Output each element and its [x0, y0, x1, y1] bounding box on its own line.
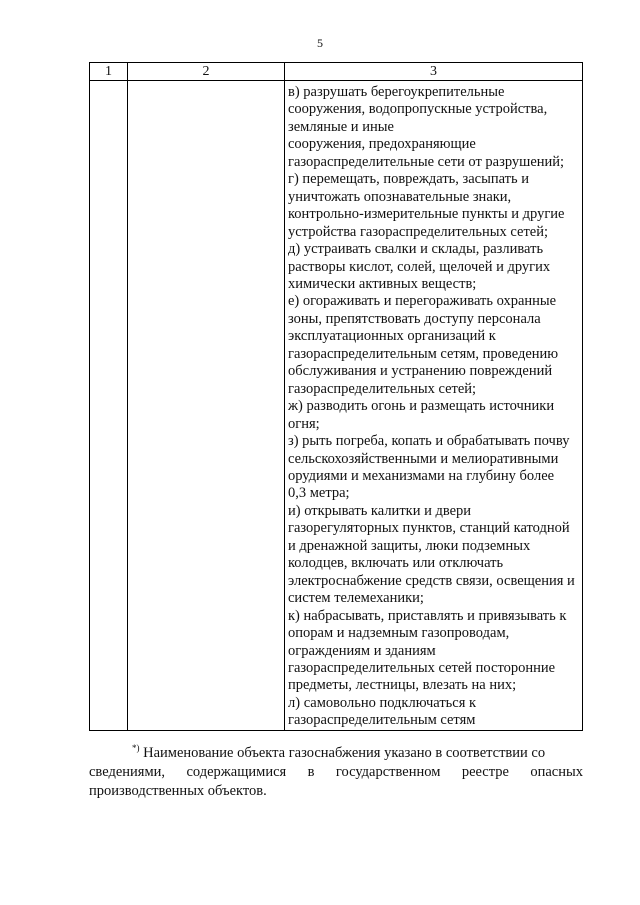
table-cell-2 [128, 81, 285, 731]
cell-text-line: устройства газораспределительных сетей; [288, 223, 549, 240]
cell-text-line: сельскохозяйственными и мелиоративными [288, 450, 559, 467]
cell-text-line: газораспределительные сети от разрушений; [288, 153, 565, 170]
cell-text-line: предметы, лестницы, влезать на них; [288, 677, 517, 694]
cell-text-line: газораспределительных сетей; [288, 380, 477, 397]
cell-text-line: газораспределительным сетям [288, 712, 476, 729]
cell-text-line: л) самовольно подключаться к [288, 694, 477, 711]
cell-text-line: химически активных веществ; [288, 275, 477, 292]
footnote-word: государственном [335, 764, 441, 780]
cell-text-line: в) разрушать берегоукрепительные [288, 84, 505, 100]
footnote-line: производственных объектов. [89, 783, 267, 799]
cell-text-line: д) устраивать свалки и склады, разливать [288, 241, 544, 258]
cell-text-line: систем телемеханики; [288, 590, 424, 607]
column-header-1: 1 [90, 63, 128, 81]
requirements-table [89, 62, 583, 731]
footnote-word: в [307, 764, 315, 780]
cell-text-line: растворы кислот, солей, щелочей и других [288, 258, 551, 275]
cell-text-line: ограждениям и зданиям [288, 642, 436, 659]
cell-text-line: опорам и надземным газопроводам, [288, 625, 510, 642]
cell-text-line: е) огораживать и перегораживать охранные [288, 293, 557, 310]
cell-text-line: огня; [288, 415, 320, 432]
cell-text-line: з) рыть погреба, копать и обрабатывать почву [288, 433, 570, 450]
cell-text-line: зоны, препятствовать доступу персонала [288, 310, 541, 327]
cell-text-line: г) перемещать, повреждать, засыпать и [288, 171, 530, 188]
footnote-word: содержащимися [186, 764, 287, 780]
cell-text-line: газораспределительным сетям, проведению [288, 345, 559, 362]
table-cell-1 [90, 81, 128, 731]
cell-text-line: контрольно-измерительные пункты и другие [288, 206, 565, 223]
cell-text-line: ж) разводить огонь и размещать источники [288, 398, 555, 415]
footnote-word: опасных [530, 764, 583, 780]
footnote-line [89, 763, 583, 782]
page-number: 5 [317, 36, 323, 50]
column-header-3: 3 [285, 63, 583, 81]
cell-text-line: электроснабжение средств связи, освещения и [288, 572, 575, 589]
cell-text-line: орудиями и механизмами на глубину более [288, 467, 555, 484]
cell-text-line: колодцев, включать или отключать [288, 555, 504, 572]
cell-text-line: к) набрасывать, приставлять и привязывать к [288, 607, 567, 624]
cell-text-line: уничтожать опознавательные знаки, [288, 188, 512, 205]
footnote-marker: *) [132, 743, 140, 753]
footnote-word: сведениями, [89, 764, 166, 780]
table-header-row [90, 63, 583, 81]
table-cell-3 [285, 81, 583, 731]
cell-text-line: газораспределительных сетей посторонние [288, 659, 556, 676]
footnote [89, 739, 583, 801]
cell-text-line: и дренажной защиты, люки подземных [288, 537, 531, 554]
column-header-2: 2 [128, 63, 285, 81]
cell-text-line: сооружения, водопропускные устройства, [288, 101, 548, 118]
footnote-text-1: Наименование объекта газоснабжения указано в соответствии со [143, 745, 546, 761]
footnote-word: реестре [461, 764, 509, 780]
cell-text-line: 0,3 метра; [288, 485, 350, 502]
cell-text-line: сооружения, предохраняющие [288, 136, 476, 153]
cell-text-line: и) открывать калитки и двери [288, 502, 472, 519]
cell-text-line: обслуживания и устранению повреждений [288, 363, 553, 380]
cell-text-line: земляные и иные [288, 118, 394, 135]
cell-text-line: газорегуляторных пунктов, станций катодной [288, 520, 570, 537]
table-row [90, 81, 583, 731]
footnote-line [89, 739, 583, 763]
cell-text-line: эксплуатационных организаций к [288, 328, 496, 345]
